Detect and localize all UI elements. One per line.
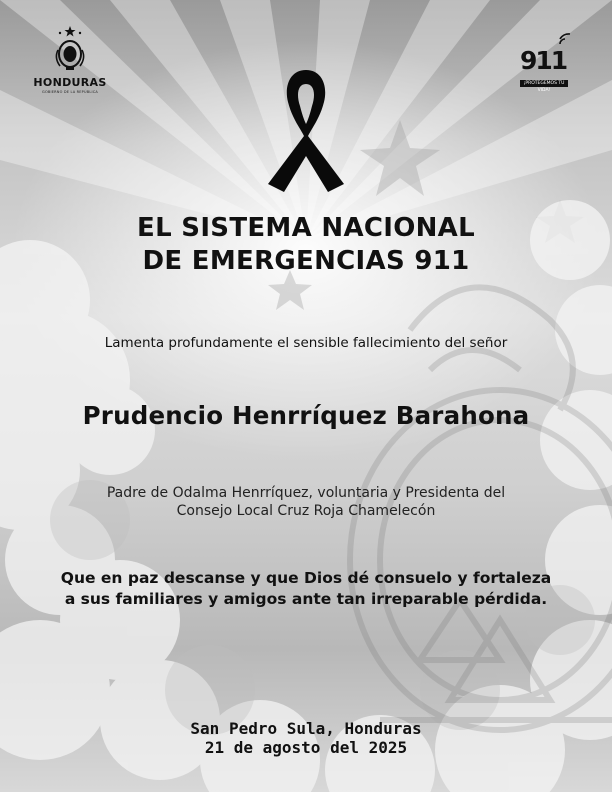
description-line-2: Consejo Local Cruz Roja Chamelecón bbox=[176, 503, 436, 519]
heading-line-2: DE EMERGENCIAS 911 bbox=[142, 246, 470, 276]
footer bbox=[0, 719, 612, 757]
heading bbox=[0, 212, 612, 278]
footer-place: San Pedro Sula, Honduras bbox=[190, 719, 422, 738]
honduras-name: HONDURAS bbox=[33, 76, 107, 89]
honduras-subtitle: GOBIERNO DE LA REPÚBLICA bbox=[42, 90, 98, 94]
deceased-name: Prudencio Henrríquez Barahona bbox=[82, 401, 530, 430]
footer-date: 21 de agosto del 2025 bbox=[204, 738, 408, 757]
honduras-logo bbox=[28, 26, 112, 102]
911-number: 911 bbox=[520, 46, 567, 75]
mourning-ribbon-icon bbox=[264, 64, 348, 196]
heading-line-1: EL SISTEMA NACIONAL bbox=[137, 213, 475, 243]
911-logo bbox=[516, 32, 578, 92]
lament-text: Lamenta profundamente el sensible fallecimiento del señor bbox=[104, 335, 508, 351]
honduras-coat-of-arms-icon bbox=[52, 26, 88, 74]
description-line-1: Padre de Odalma Henrríquez, voluntaria y Presidenta del bbox=[106, 485, 506, 501]
911-tagline: ¡PROTEGEMOS TU VIDA! bbox=[520, 80, 568, 87]
prayer bbox=[0, 568, 612, 610]
description bbox=[0, 484, 612, 520]
prayer-line-2: a sus familiares y amigos ante tan irreparable pérdida. bbox=[64, 590, 548, 608]
prayer-line-1: Que en paz descanse y que Dios dé consuelo y fortaleza bbox=[60, 569, 552, 587]
